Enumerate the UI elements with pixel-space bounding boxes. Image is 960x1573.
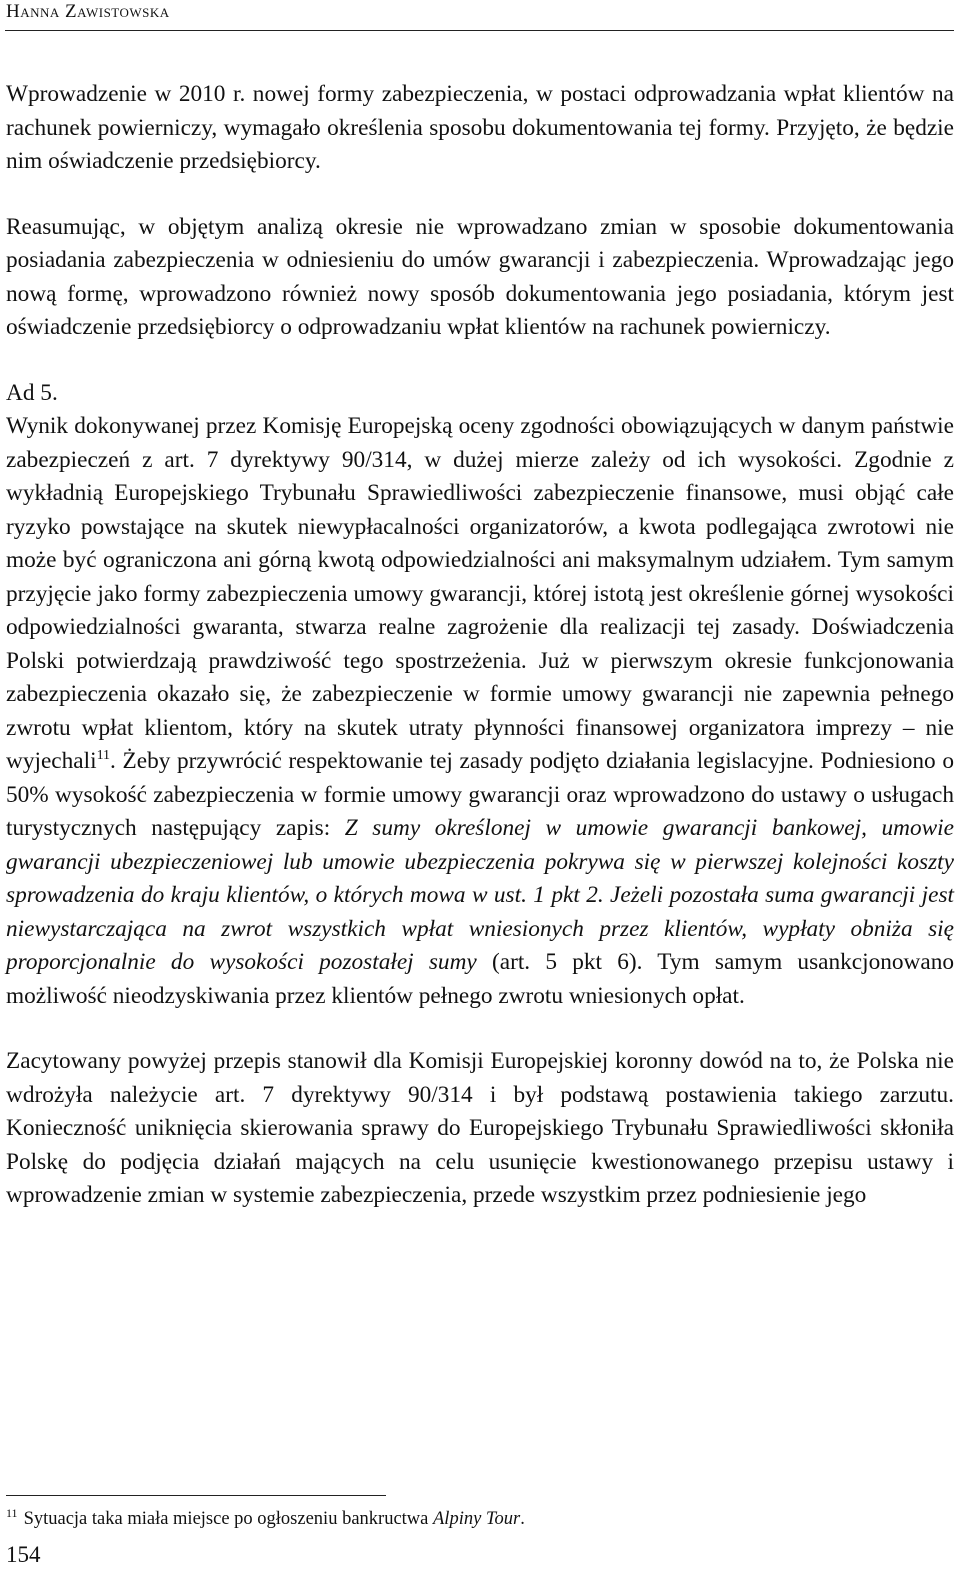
paragraph-2: Reasumując, w objętym analizą okresie nie wprowadzano zmian w sposobie dokumentowania posiadania zabezpieczenia w odniesieniu do umów gwarancji i zabezpieczenia. Wprowadzając jego nową formę, wprowadzono również nowy sposób dokumentowania jego posiadania, którym jest oświadczenie przedsiębiorcy o odprowadzaniu wpłat klientów na rachunek powierniczy. [6, 213, 954, 340]
page-number: 154 [6, 1542, 41, 1567]
section-label-ad5: Ad 5. [6, 379, 58, 406]
paragraph-3 [6, 410, 954, 1013]
paragraph-3-part-b: . Żeby przywrócić respektowanie tej zasady podjęto działania legislacyjne. Podniesiono o 50% wysokość zabezpieczenia w formie umowy gwarancji oraz wprowadzono do ustawy o usługach turystycznych następujący zapis: [6, 748, 954, 841]
paragraph-4: Zacytowany powyżej przepis stanowił dla Komisji Europejskiej koronny dowód na to, że Polska nie wdrożyła należycie art. 7 dyrektywy 90/314 i był podstawą postawienia takiego zarzutu. Konieczność uniknięcia skierowania sprawy do Europejskiego Trybunału Sprawiedliwości skłoniła Polskę do podjęcia działań mających na celu usunięcie kwestionowanego przepisu ustawy i wprowadzenie zmian w systemie zabezpieczenia, przede wszystkim przez podniesienie jego [6, 1048, 954, 1208]
footnote-rule [6, 1495, 386, 1496]
header-author: Hanna Zawistowska [6, 1, 170, 22]
footnote-number: 11 [6, 1506, 18, 1520]
footnote-text: Sytuacja taka miała miejsce po ogłoszeniu bankructwa [23, 1509, 433, 1530]
footnote-end: . [520, 1509, 525, 1530]
paragraph-3-part-c: (art. 5 pkt 6). Tym samym usankcjonowano możliwość nieodzyskiwania przez klientów pełnego zwrotu wniesionych opłat. [6, 949, 954, 1009]
header-rule [5, 30, 954, 31]
footnote-reference[interactable]: 11 [96, 748, 111, 764]
footnote-italic: Alpiny Tour [433, 1509, 521, 1530]
body-text [6, 78, 954, 1213]
quoted-provision: Z sumy określonej w umowie gwarancji bankowej, umowie gwarancji ubezpieczeniowej lub umowie ubezpieczenia pokrywa się w pierwszej kolejności koszty sprowadzenia do kraju klientów, o których mowa w ust. 1 pkt 2. Jeżeli pozostała suma gwarancji jest niewystarczająca na zwrot wszystkich wpłat wniesionych przez klientów, wypłaty obniża się proporcjonalnie do wysokości pozostałej sumy [6, 815, 954, 975]
footnote-11 [6, 1500, 525, 1532]
paragraph-3-part-a: Wynik dokonywanej przez Komisję Europejską oceny zgodności obowiązujących w danym państwie zabezpieczeń z art. 7 dyrektywy 90/314, w dużej mierze zależy od ich wysokości. Zgodnie z wykładnią Europejskiego Trybunału Sprawiedliwości zabezpieczenie finansowe, musi objąć całe ryzyko powstające na skutek niewypłacalności organizatorów, a kwota podlegająca zwrotowi nie może być ograniczona ani górną kwotą odpowiedzialności ani maksymalnym udziałem. Tym samym przyjęcie jako formy zabezpieczenia umowy gwarancji, której istotą jest określenie górnej wysokości odpowiedzialności gwaranta, stwarza realne zagrożenie dla realizacji tej zasady. Doświadczenia Polski potwierdzają prawdziwość tego spostrzeżenia. Już w pierwszym okresie funkcjonowania zabezpieczenia okazało się, że zabezpieczenie w formie umowy gwarancji nie zapewnia pełnego zwrotu wpłat klientom, który na skutek utraty płynności finansowej organizatora imprezy – nie wyjechali [6, 413, 954, 774]
running-header [6, 0, 170, 24]
paragraph-1: Wprowadzenie w 2010 r. nowej formy zabezpieczenia, w postaci odprowadzania wpłat klientów na rachunek powierniczy, wymagało określenia sposobu dokumentowania tej formy. Przyjęto, że będzie nim oświadczenie przedsiębiorcy. [6, 81, 954, 174]
